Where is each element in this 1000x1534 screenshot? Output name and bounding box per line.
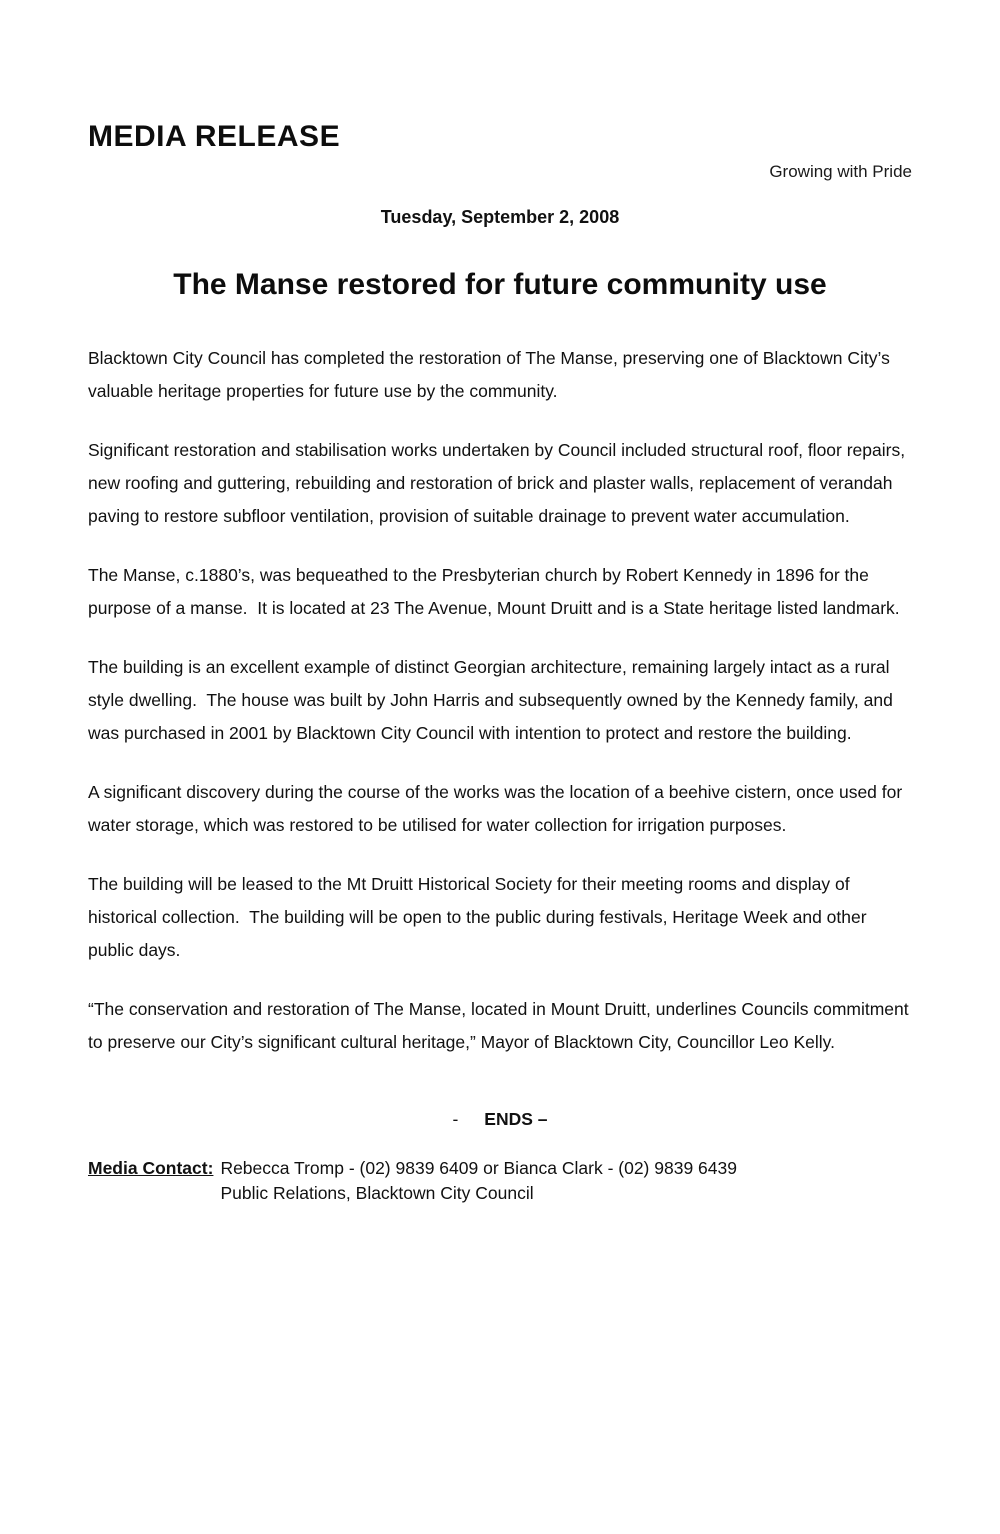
body-paragraph-7: “The conservation and restoration of The Manse, located in Mount Druitt, underlines Councils commitment to preserve our City’s significant cultural heritage,” Mayor of Blacktown City, Councillor Leo Kelly. — [88, 999, 914, 1052]
media-contact-line-1: Rebecca Tromp - (02) 9839 6409 or Bianca Clark - (02) 9839 6439 — [220, 1158, 737, 1178]
headline: The Manse restored for future community use — [173, 268, 827, 301]
body-paragraph-4: The building is an excellent example of distinct Georgian architecture, remaining largely intact as a rural style dwelling. The house was built by John Harris and subsequently owned by the Kennedy family, and was purchased in 2001 by Blacktown City Council with intention to protect and restore the building. — [88, 657, 898, 743]
media-contact-line-2: Public Relations, Blacktown City Council — [220, 1183, 534, 1203]
body-copy — [88, 342, 912, 1059]
body-paragraph-1: Blacktown City Council has completed the restoration of The Manse, preserving one of Blacktown City’s valuable heritage properties for future use by the community. — [88, 348, 895, 401]
body-paragraph-5: A significant discovery during the course of the works was the location of a beehive cistern, once used for water storage, which was restored to be utilised for water collection for irrigation purposes. — [88, 782, 908, 835]
ends-dash: - — [452, 1109, 459, 1129]
ends-line — [88, 1109, 912, 1130]
document-page — [0, 120, 1000, 1534]
ends-label: ENDS – — [484, 1109, 548, 1129]
tagline: Growing with Pride — [769, 162, 912, 181]
body-paragraph-3: The Manse, c.1880’s, was bequeathed to the Presbyterian church by Robert Kennedy in 1896 for the purpose of a manse. It is located at 23 The Avenue, Mount Druitt and is a State heritage listed landmark. — [88, 565, 900, 618]
body-paragraph-6: The building will be leased to the Mt Druitt Historical Society for their meeting rooms and display of historical collection. The building will be open to the public during festivals, Heritage Week and other public days. — [88, 874, 872, 960]
media-contact-label: Media Contact: — [88, 1158, 214, 1178]
media-contact — [88, 1156, 912, 1206]
body-paragraph-2: Significant restoration and stabilisation works undertaken by Council included structural roof, floor repairs, new roofing and guttering, rebuilding and restoration of brick and plaster walls, replacement of verandah paving to restore subfloor ventilation, provision of suitable drainage to prevent water accumulation. — [88, 440, 910, 526]
media-contact-lines — [220, 1156, 737, 1206]
media-release-heading: MEDIA RELEASE — [88, 120, 341, 153]
date-line: Tuesday, September 2, 2008 — [380, 207, 620, 227]
